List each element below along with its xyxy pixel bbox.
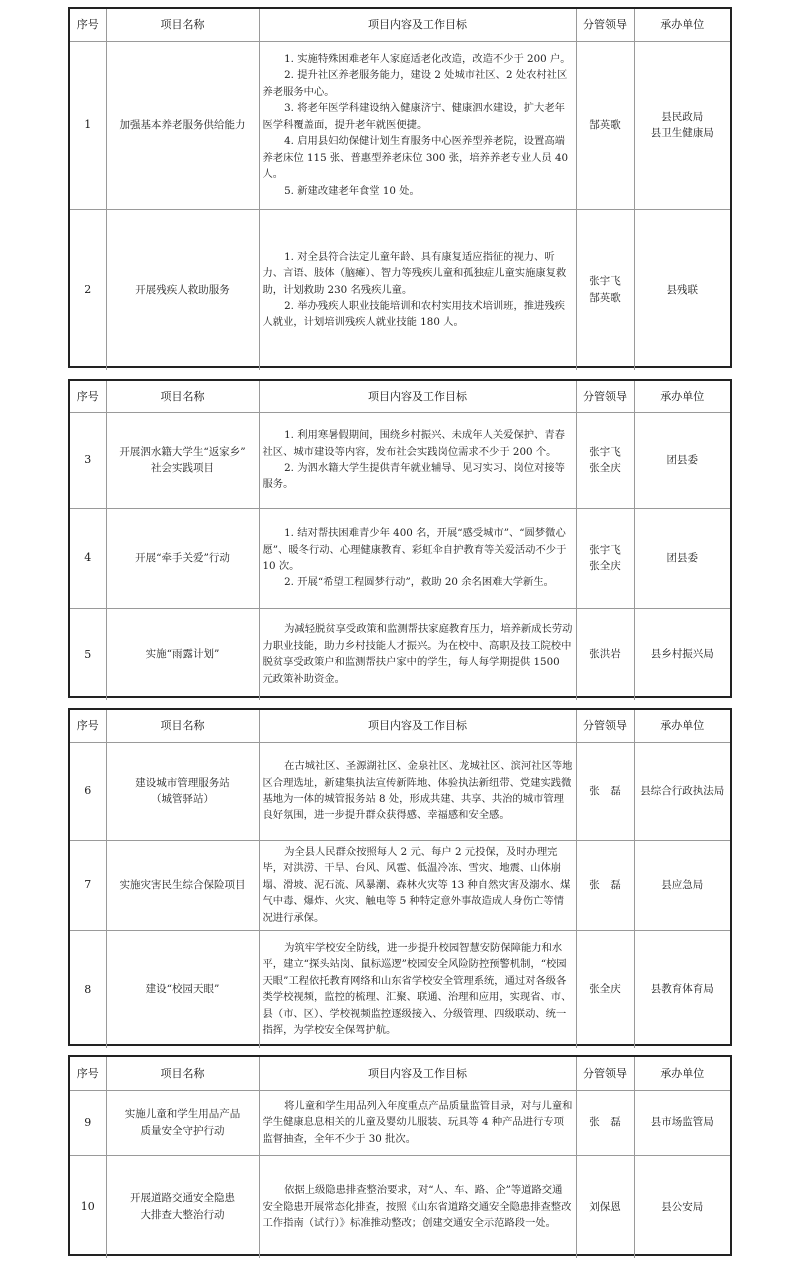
cell-unit <box>634 508 730 608</box>
cell-unit <box>634 209 730 370</box>
table-row <box>70 1090 730 1155</box>
table-header-row <box>70 9 730 41</box>
content-paragraph: 为减轻脱贫享受政策和监测帮扶家庭教育压力，培养新成长劳动力职业技能，助力乡村技能人才振兴。为在校中、高职及技工院校中脱贫享受政策户和监测帮扶户家中的学生，每人每学期提供 1500 元政策补助资金。 <box>262 623 573 685</box>
project-name-line: 开展残疾人救助服务 <box>135 283 230 296</box>
cell-content <box>259 1090 576 1155</box>
table-row <box>70 742 730 840</box>
unit-name: 县卫生健康局 <box>650 127 714 139</box>
cell-unit <box>634 930 730 1048</box>
leader-name: 张宇飞 <box>589 275 621 288</box>
project-name-line: 社会实践项目 <box>151 462 214 474</box>
cell-no: 9 <box>70 1090 106 1155</box>
content-paragraph: 2. 举办残疾人职业技能培训和农村实用技术培训班，推进残疾人就业，计划培训残疾人就业技能 180 人。 <box>262 299 565 329</box>
content-paragraph: 为筑牢学校安全防线，进一步提升校园智慧安防保障能力和水平，建立“探头站岗、鼠标巡逻”校园安全风险防控预警机制，“校园天眼”工程依托教育网络和山东省学校安全管理系统，通过对各级各类学校视频，监控的梳理、汇聚、联通、治理和应用，实现省、市、县（市、区）、学校视频监控逐级接入、分级管理、四级联动、统一指挥，为学校安全保驾护航。 <box>262 941 572 1037</box>
unit-name: 县应急局 <box>661 878 704 891</box>
table-row <box>70 608 730 700</box>
project-name-line: 建设城市管理服务站 <box>135 776 230 789</box>
cell-project-name <box>106 840 259 930</box>
table-row <box>70 209 730 370</box>
unit-name: 县残联 <box>666 283 698 296</box>
cell-no: 5 <box>70 608 106 700</box>
leader-name: 郜英歌 <box>589 118 621 131</box>
cell-leader <box>576 1155 634 1258</box>
cell-project-name <box>106 412 259 508</box>
project-table-4 <box>68 1055 732 1256</box>
cell-leader <box>576 508 634 608</box>
cell-unit <box>634 742 730 840</box>
leader-name: 郜英歌 <box>589 291 621 304</box>
cell-leader <box>576 840 634 930</box>
project-table-2 <box>68 379 732 698</box>
cell-no: 1 <box>70 41 106 209</box>
unit-name: 县民政局 <box>661 110 704 123</box>
content-paragraph: 1. 对全县符合法定儿童年龄、具有康复适应指征的视力、听力、言语、肢体（脑瘫）、智力等残疾儿童和孤独症儿童实施康复救助，计划救助 230 名残疾儿童。 <box>262 250 567 296</box>
cell-no: 7 <box>70 840 106 930</box>
content-paragraph: 2. 提升社区养老服务能力，建设 2 处城市社区、2 处农村社区养老服务中心。 <box>262 69 568 98</box>
header-content: 项目内容及工作目标 <box>259 381 576 412</box>
cell-project-name <box>106 742 259 840</box>
cell-project-name <box>106 1090 259 1155</box>
header-unit: 承办单位 <box>634 9 730 41</box>
cell-content <box>259 412 576 508</box>
table-row <box>70 412 730 508</box>
table-row <box>70 508 730 608</box>
cell-unit <box>634 412 730 508</box>
leader-name: 张全庆 <box>589 983 621 996</box>
unit-name: 县市场监管局 <box>650 1116 714 1129</box>
cell-leader <box>576 41 634 209</box>
table-row <box>70 41 730 209</box>
leader-name: 张宇飞 <box>589 445 621 458</box>
cell-project-name <box>106 41 259 209</box>
cell-unit <box>634 840 730 930</box>
header-leader: 分管领导 <box>576 381 634 412</box>
content-paragraph: 为全县人民群众按照每人 2 元、每户 2 元投保，及时办理完毕，对洪涝、干旱、台风、风雹、低温冷冻、雪灾、地震、山体崩塌、滑坡、泥石流、风暴潮、森林火灾等 13 种自然灾害及溺水、煤气中毒、爆炸、火灾、触电等 5 种特定意外事故造成人身伤亡等情况进行承保。 <box>262 845 571 924</box>
unit-name: 县公安局 <box>661 1200 704 1213</box>
cell-content <box>259 608 576 700</box>
unit-name: 县综合行政执法局 <box>640 784 725 797</box>
cell-project-name <box>106 608 259 700</box>
content-paragraph: 2. 开展“希望工程圆梦行动”，救助 20 余名困难大学新生。 <box>284 576 554 589</box>
cell-unit <box>634 41 730 209</box>
table-header-row <box>70 381 730 412</box>
header-no: 序号 <box>70 381 106 412</box>
content-paragraph: 1. 利用寒暑假期间，围绕乡村振兴、未成年人关爱保护、青春社区、城市建设等内容，发布社会实践岗位需求不少于 200 个。 <box>262 429 565 458</box>
header-no: 序号 <box>70 710 106 742</box>
project-name-line: 加强基本养老服务供给能力 <box>119 118 246 131</box>
project-name-line: 大排查大整治行动 <box>140 1208 225 1221</box>
unit-name: 县乡村振兴局 <box>650 648 714 661</box>
cell-no: 2 <box>70 209 106 370</box>
content-paragraph: 5. 新建改建老年食堂 10 处。 <box>284 184 420 197</box>
header-content: 项目内容及工作目标 <box>259 710 576 742</box>
project-table-3 <box>68 708 732 1046</box>
cell-leader <box>576 209 634 370</box>
content-paragraph: 将儿童和学生用品列入年度重点产品质量监管目录，对与儿童和学生健康息息相关的儿童及婴幼儿服装、玩具等 4 种产品进行专项监督抽查，全年不少于 30 批次。 <box>262 1099 573 1145</box>
header-content: 项目内容及工作目标 <box>259 9 576 41</box>
cell-project-name <box>106 209 259 370</box>
header-project-name: 项目名称 <box>106 710 259 742</box>
cell-content <box>259 41 576 209</box>
cell-no: 8 <box>70 930 106 1048</box>
table-header-row <box>70 1057 730 1090</box>
header-unit: 承办单位 <box>634 381 730 412</box>
header-leader: 分管领导 <box>576 710 634 742</box>
cell-content <box>259 508 576 608</box>
cell-project-name <box>106 930 259 1048</box>
project-name-line: （城管驿站） <box>151 793 214 805</box>
header-project-name: 项目名称 <box>106 381 259 412</box>
project-name-line: 质量安全守护行动 <box>140 1124 225 1137</box>
leader-name: 刘保恩 <box>589 1200 621 1213</box>
content-paragraph: 在古城社区、圣源湖社区、金泉社区、龙城社区、滨河社区等地区合理选址，新建集执法宣传新阵地、体验执法新纽带、党建实践微基地为一体的城管报务站 8 处，形成共建、共享、共治的城市管理良好氛围，进一步提升群众获得感、幸福感和安全感。 <box>262 760 573 822</box>
project-table-1 <box>68 7 732 368</box>
content-paragraph: 3. 将老年医学科建设纳入健康济宁、健康泗水建设，扩大老年医学科覆盖面，提升老年就医便捷。 <box>262 102 565 131</box>
cell-project-name <box>106 1155 259 1258</box>
cell-unit <box>634 1090 730 1155</box>
unit-name: 县教育体育局 <box>650 983 714 996</box>
cell-leader <box>576 742 634 840</box>
cell-content <box>259 742 576 840</box>
cell-leader <box>576 930 634 1048</box>
header-no: 序号 <box>70 1057 106 1090</box>
cell-content <box>259 209 576 370</box>
cell-leader <box>576 608 634 700</box>
table-row <box>70 930 730 1048</box>
table-row <box>70 840 730 930</box>
table-header-row <box>70 710 730 742</box>
cell-no: 4 <box>70 508 106 608</box>
cell-no: 3 <box>70 412 106 508</box>
cell-project-name <box>106 508 259 608</box>
project-name-line: 开展道路交通安全隐患 <box>130 1192 235 1205</box>
cell-no: 6 <box>70 742 106 840</box>
cell-content <box>259 1155 576 1258</box>
leader-name: 张 磊 <box>589 1116 621 1129</box>
leader-name: 张全庆 <box>589 560 621 572</box>
cell-unit <box>634 1155 730 1258</box>
leader-name: 张洪岩 <box>589 648 621 661</box>
header-unit: 承办单位 <box>634 710 730 742</box>
header-project-name: 项目名称 <box>106 9 259 41</box>
header-project-name: 项目名称 <box>106 1057 259 1090</box>
leader-name: 张 磊 <box>589 784 621 797</box>
unit-name: 团县委 <box>666 453 698 466</box>
cell-content <box>259 840 576 930</box>
leader-name: 张 磊 <box>589 878 621 891</box>
cell-unit <box>634 608 730 700</box>
project-name-line: 建设“校园天眼” <box>145 983 220 996</box>
header-content: 项目内容及工作目标 <box>259 1057 576 1090</box>
project-name-line: 实施“雨露计划” <box>145 648 220 661</box>
unit-name: 团县委 <box>666 551 698 564</box>
cell-content <box>259 930 576 1048</box>
cell-leader <box>576 1090 634 1155</box>
project-name-line: 开展泗水籍大学生“返家乡” <box>119 445 246 458</box>
table-row <box>70 1155 730 1258</box>
project-name-line: 实施儿童和学生用品产品 <box>124 1108 241 1121</box>
leader-name: 张宇飞 <box>589 543 621 556</box>
project-name-line: 开展“牵手关爱”行动 <box>135 551 230 564</box>
header-no: 序号 <box>70 9 106 41</box>
header-leader: 分管领导 <box>576 9 634 41</box>
content-paragraph: 4. 启用县妇幼保健计划生育服务中心医养型养老院，设置高端养老床位 115 张、普惠型养老床位 300 张，培养养老专业人员 40 人。 <box>262 135 569 181</box>
cell-no: 10 <box>70 1155 106 1258</box>
content-paragraph: 依据上级隐患排查整治要求，对“人、车、路、企”等道路交通安全隐患开展常态化排查，按照《山东省道路交通安全隐患排查整改工作指南（试行）》标准推动整改；创建交通安全示范路段一处。 <box>262 1184 572 1229</box>
header-leader: 分管领导 <box>576 1057 634 1090</box>
cell-leader <box>576 412 634 508</box>
project-name-line: 实施灾害民生综合保险项目 <box>119 878 246 891</box>
content-paragraph: 2. 为泗水籍大学生提供青年就业辅导、见习实习、岗位对接等服务。 <box>262 462 565 491</box>
content-paragraph: 1. 实施特殊困难老年人家庭适老化改造，改造不少于 200 户。 <box>284 52 571 65</box>
leader-name: 张全庆 <box>589 462 621 474</box>
content-paragraph: 1. 结对帮扶困难青少年 400 名，开展“感受城市”、“圆梦微心愿”、暖冬行动、心理健康教育、彩虹伞自护教育等关爱活动不少于 10 次。 <box>262 527 567 572</box>
header-unit: 承办单位 <box>634 1057 730 1090</box>
